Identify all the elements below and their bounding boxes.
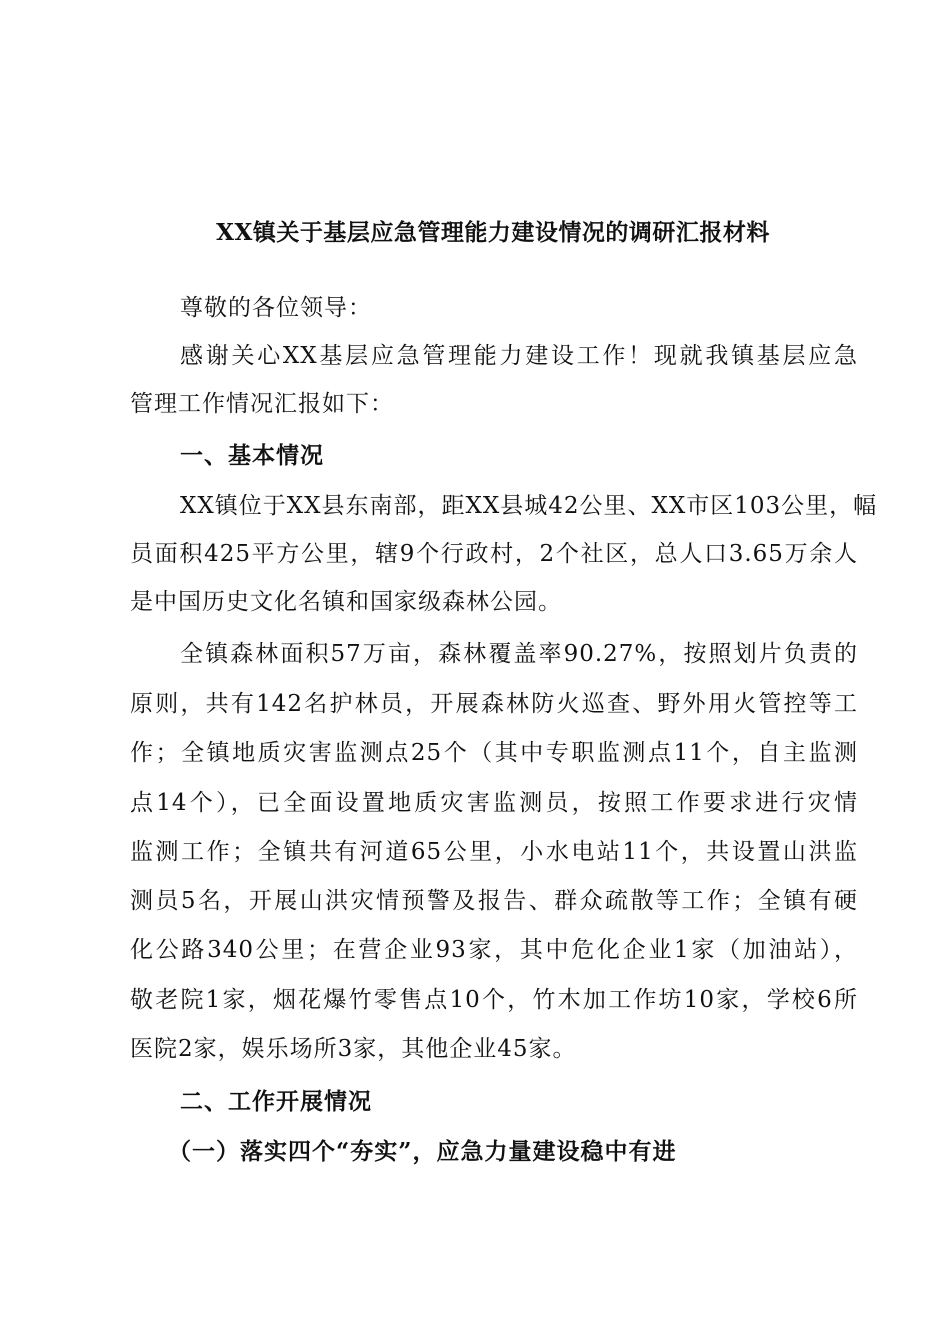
section-heading-basic: 一、基本情况 xyxy=(180,442,324,469)
document-title: XX镇关于基层应急管理能力建设情况的调研汇报材料 xyxy=(216,219,770,246)
paragraph-line: 员面积425平方公里，辖9个行政村，2个社区，总人口3.65万余人 xyxy=(130,541,858,567)
section-heading-work: 二、工作开展情况 xyxy=(180,1088,372,1115)
paragraph-line: 医院2家，娱乐场所3家，其他企业45家。 xyxy=(130,1036,577,1062)
paragraph-line: 监测工作；全镇共有河道65公里，小水电站11个，共设置山洪监 xyxy=(130,839,858,865)
subsection-heading: （一）落实四个“夯实”，应急力量建设稳中有进 xyxy=(168,1138,677,1165)
salutation: 尊敬的各位领导： xyxy=(180,295,372,321)
paragraph-line: 是中国历史文化名镇和国家级森林公园。 xyxy=(130,589,562,615)
paragraph-line: 作；全镇地质灾害监测点25个（其中专职监测点11个，自主监测 xyxy=(130,740,858,766)
paragraph-line: 化公路340公里；在营企业93家，其中危化企业1家（加油站）， xyxy=(130,937,858,963)
paragraph-line: 测员5名，开展山洪灾情预警及报告、群众疏散等工作；全镇有硬 xyxy=(130,888,858,914)
paragraph-line: 敬老院1家，烟花爆竹零售点10个，竹木加工作坊10家，学校6所 xyxy=(130,987,858,1013)
intro-line: 管理工作情况汇报如下： xyxy=(130,391,394,417)
paragraph-line: 原则，共有142名护林员，开展森林防火巡查、野外用火管控等工 xyxy=(130,691,858,717)
paragraph-line: 点14个），已全面设置地质灾害监测员，按照工作要求进行灾情 xyxy=(130,790,858,816)
intro-line: 感谢关心XX基层应急管理能力建设工作！现就我镇基层应急 xyxy=(180,343,858,369)
paragraph-line: XX镇位于XX县东南部，距XX县城42公里、XX市区103公里，幅 xyxy=(180,493,878,519)
paragraph-line: 全镇森林面积57万亩，森林覆盖率90.27%，按照划片负责的 xyxy=(180,641,858,667)
